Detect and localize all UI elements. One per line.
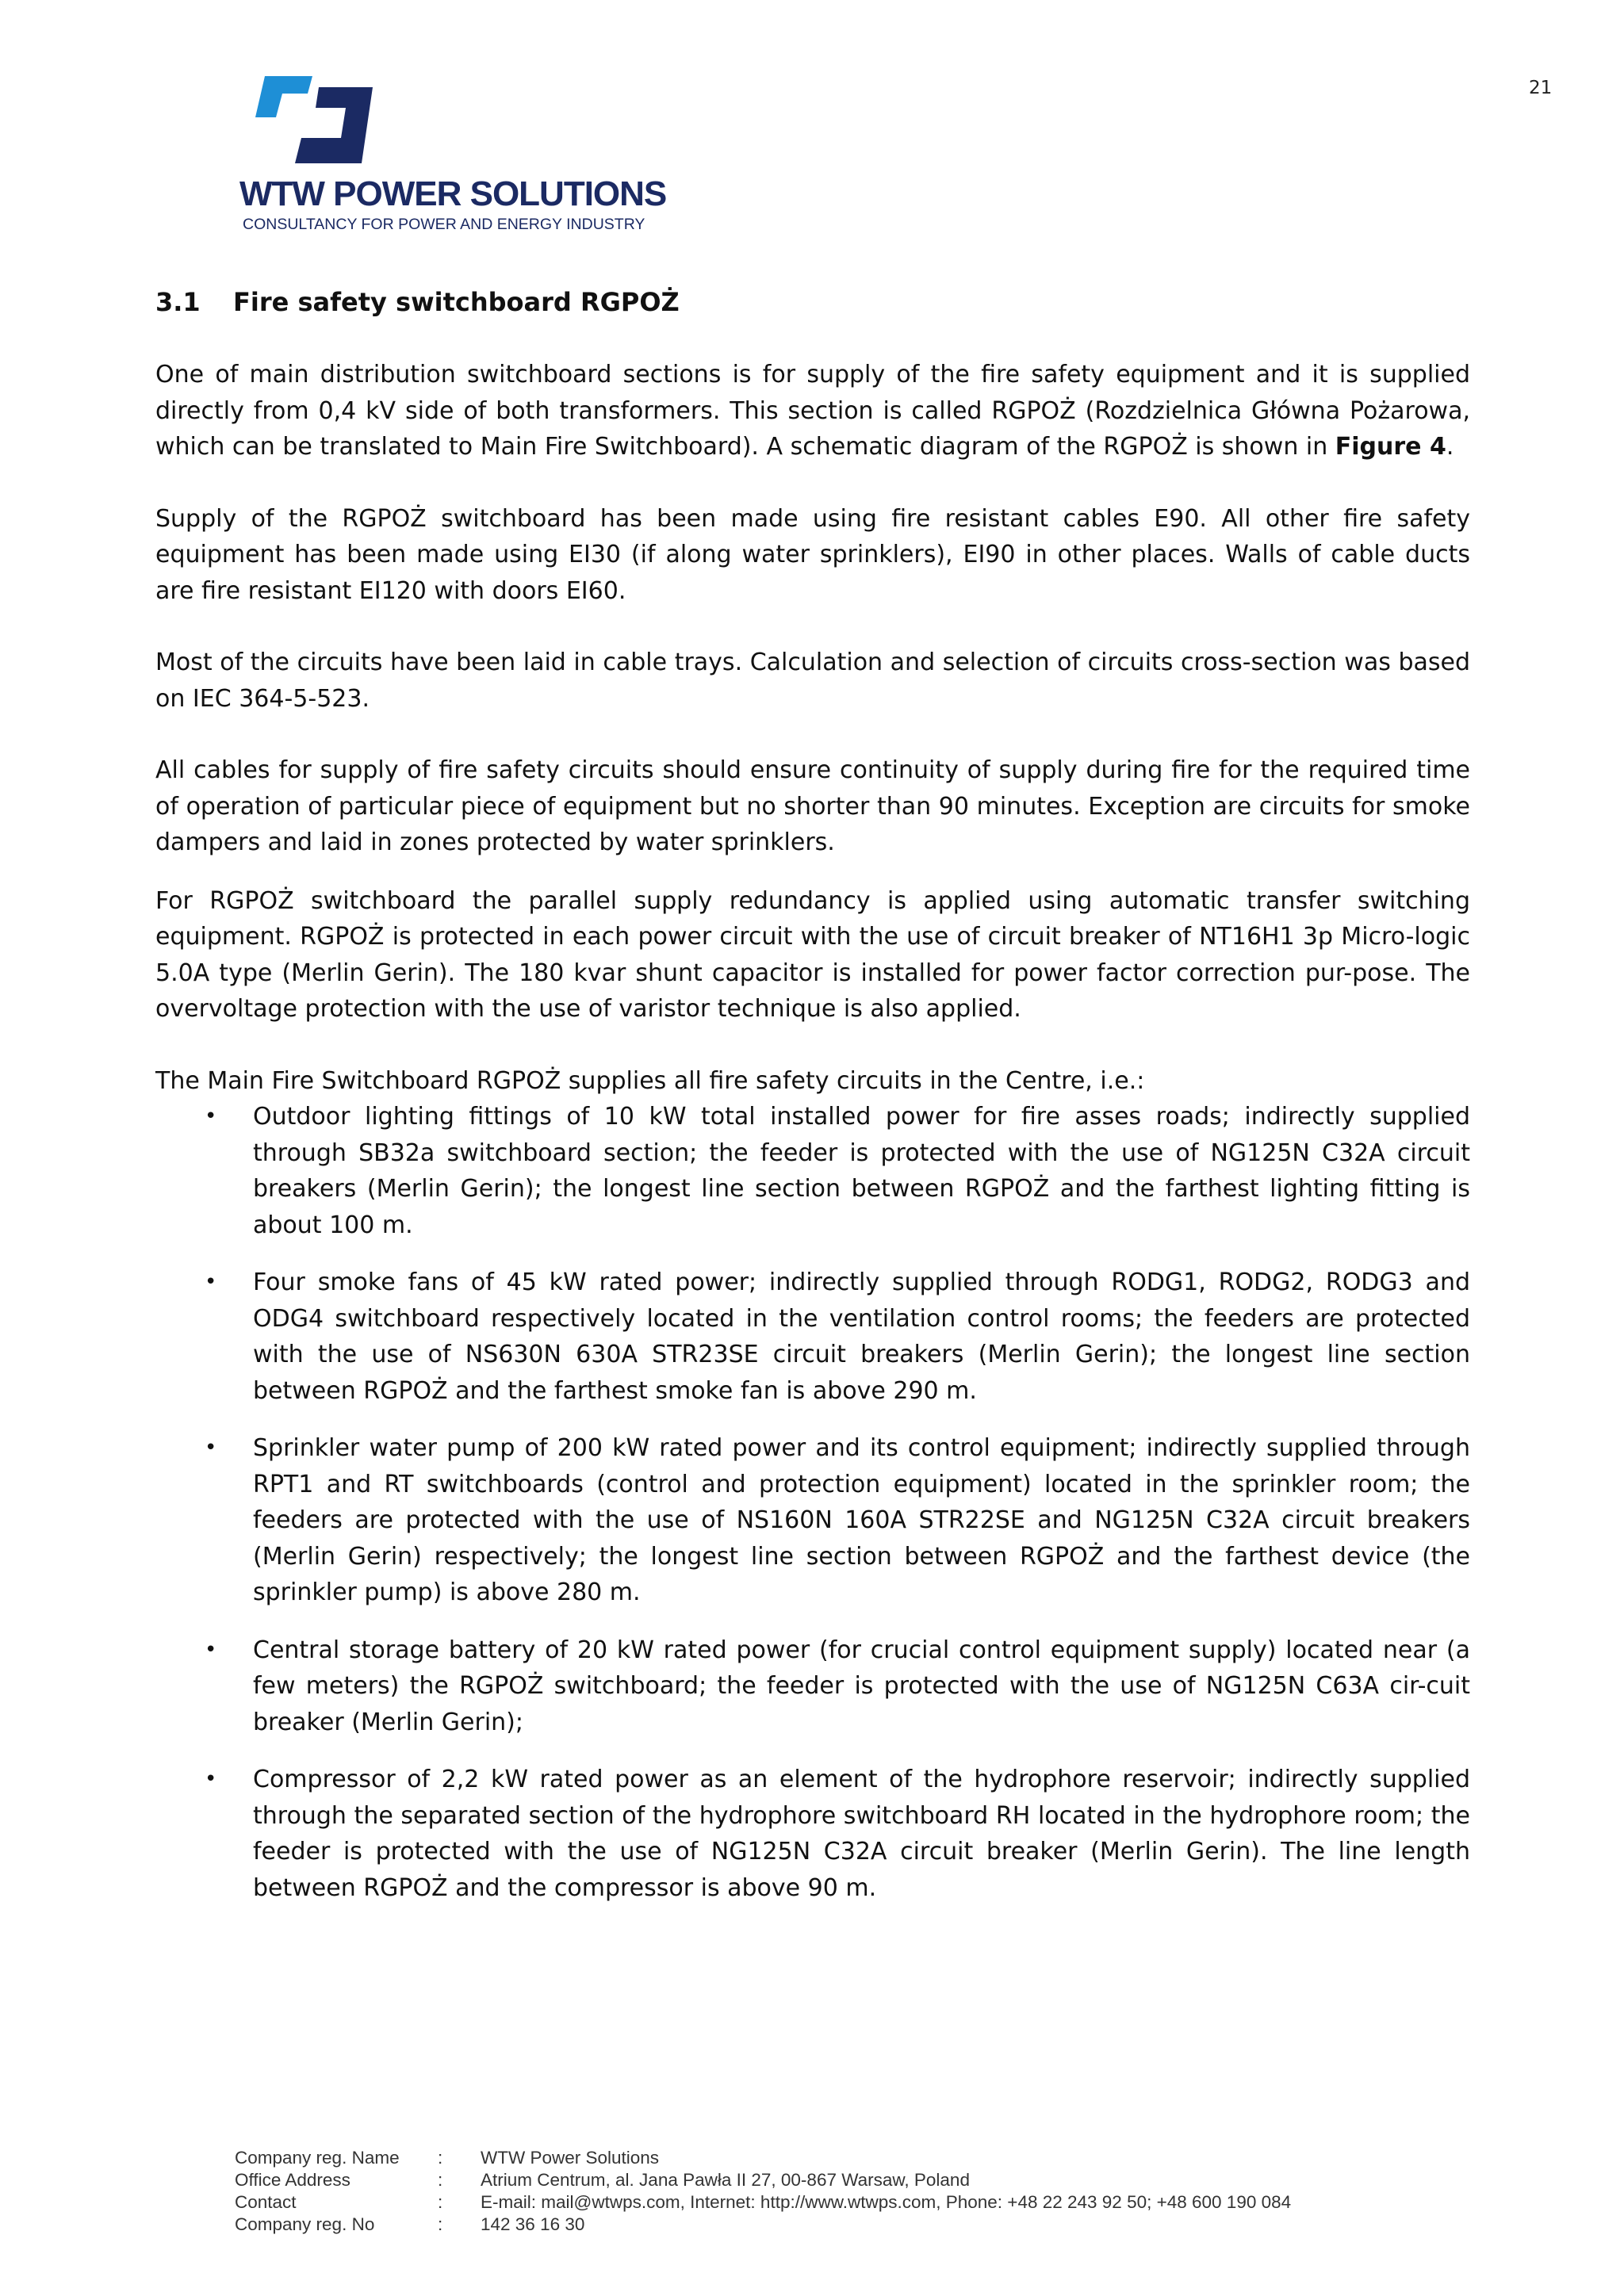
list-item-text: Four smoke fans of 45 kW rated power; indirectly supplied through RODG1, RODG2, RODG3 and ODG4 switchboard respectively located in the ventilation control rooms; the feeders are protected with the use of NS630N 630A STR23SE circuit breakers (Merlin Gerin); the longest line section between RGPOŻ and the farthest smoke fan is above 290 m. [253, 1269, 1470, 1405]
footer-row [235, 2191, 1291, 2214]
paragraph-3: Most of the circuits have been laid in cable trays. Calculation and selection of circuits cross-section was based on IEC 364-5-523. [155, 649, 1470, 713]
footer-value: Atrium Centrum, al. Jana Pawła II 27, 00-867 Warsaw, Poland [481, 2170, 970, 2190]
paragraph-6: The Main Fire Switchboard RGPOŻ supplies all fire safety circuits in the Centre, i.e.: [155, 1066, 1145, 1095]
footer-label: Company reg. No [235, 2214, 375, 2234]
figure-reference: Figure 4 [1335, 433, 1446, 461]
footer-separator: : [438, 2214, 443, 2234]
list-item [155, 1265, 1470, 1409]
footer-separator: : [438, 2192, 443, 2212]
paragraph-1 [155, 357, 1470, 465]
page-number: 21 [1529, 78, 1553, 98]
list-item [155, 1762, 1470, 1906]
bullet-icon: • [205, 1767, 217, 1791]
footer-separator: : [438, 2170, 443, 2190]
paragraph-2: Supply of the RGPOŻ switchboard has been made using fire resistant cables E90. All other fire safety equipment has been made using EI30 (if along water sprinklers), EI90 in other places. Walls of cable ducts are fire resistant EI120 with doors EI60. [155, 504, 1470, 605]
section-heading [155, 282, 1470, 322]
footer-value: 142 36 16 30 [481, 2214, 585, 2234]
list-item-text: Outdoor lighting fittings of 10 kW total installed power for fire asses roads; indirectly supplied through SB32a switchboard section; the feeder is protected with the use of NG125N C32A circuit breakers (Merlin Gerin); the longest line section between RGPOŻ and the farthest lighting fitting is about 100 m. [253, 1103, 1470, 1239]
list-item-text: Sprinkler water pump of 200 kW rated power and its control equipment; indirectly supplied through RPT1 and RT switchboards (control and protection equipment) located in the sprinkler room; the feeders are protected with the use of NS160N 160A STR22SE and NG125N C32A circuit breakers (Merlin Gerin) respectively; the longest line section between RGPOŻ and the farthest device (the sprinkler pump) is above 280 m. [253, 1434, 1470, 1606]
bullet-icon: • [205, 1436, 217, 1460]
footer-label: Company reg. Name [235, 2148, 400, 2168]
list-item [155, 1099, 1470, 1243]
logo-tagline: CONSULTANCY FOR POWER AND ENERGY INDUSTRY [243, 216, 645, 233]
bullet-icon: • [205, 1270, 217, 1294]
footer-row [235, 2214, 1291, 2236]
list-item-text: Compressor of 2,2 kW rated power as an element of the hydrophore reservoir; indirectly supplied through the separated section of the hydrophore switchboard RH located in the hydrophore room; the feeder is protected with the use of NG125N C32A circuit breaker (Merlin Gerin). The line length between RGPOŻ and the compressor is above 90 m. [253, 1766, 1470, 1902]
section-number: 3.1 [155, 287, 201, 317]
bullet-list [155, 1099, 1470, 1906]
list-item [155, 1430, 1470, 1611]
logo-mark-icon [255, 76, 374, 165]
logo-company-name: WTW POWER SOLUTIONS [239, 174, 667, 213]
footer-value: WTW Power Solutions [481, 2148, 660, 2168]
footer-separator: : [438, 2148, 443, 2168]
section-title: Fire safety switchboard RGPOŻ [233, 287, 680, 317]
footer-row [235, 2169, 1291, 2191]
company-logo [239, 76, 684, 243]
bullet-icon: • [205, 1104, 217, 1128]
list-item-text: Central storage battery of 20 kW rated power (for crucial control equipment supply) located near (a few meters) the RGPOŻ switchboard; the feeder is protected with the use of NG125N C63A cir-cuit breaker (Merlin Gerin); [253, 1636, 1470, 1736]
bullet-icon: • [205, 1637, 217, 1662]
footer-label: Contact [235, 2192, 297, 2212]
paragraph-4: All cables for supply of fire safety circuits should ensure continuity of supply during fire for the required time of operation of particular piece of equipment but no shorter than 90 minutes. Exception are circuits for smoke dampers and laid in zones protected by water sprinklers. [155, 756, 1470, 856]
footer-label: Office Address [235, 2170, 350, 2190]
paragraph-1-text: One of main distribution switchboard sections is for supply of the fire safety equipment and it is supplied directly from 0,4 kV side of both transformers. This section is called RGPOŻ (Rozdzielnica Główna Pożarowa, which can be translated to Main Fire Switchboard). A schematic diagram of the RGPOŻ is shown in [155, 361, 1470, 461]
document-body [155, 282, 1470, 1927]
footer [235, 2147, 1291, 2236]
footer-value: E-mail: mail@wtwps.com, Internet: http://www.wtwps.com, Phone: +48 22 243 92 50; +48 600 190 084 [481, 2192, 1292, 2212]
paragraph-1-end: . [1446, 433, 1454, 461]
list-item [155, 1632, 1470, 1741]
paragraph-5: For RGPOŻ switchboard the parallel supply redundancy is applied using automatic transfer switching equipment. RGPOŻ is protected in each power circuit with the use of circuit breaker of NT16H1 3p Micro-logic 5.0A type (Merlin Gerin). The 180 kvar shunt capacitor is installed for power factor correction pur-pose. The overvoltage protection with the use of varistor technique is also applied. [155, 886, 1470, 1023]
footer-row [235, 2147, 1291, 2169]
